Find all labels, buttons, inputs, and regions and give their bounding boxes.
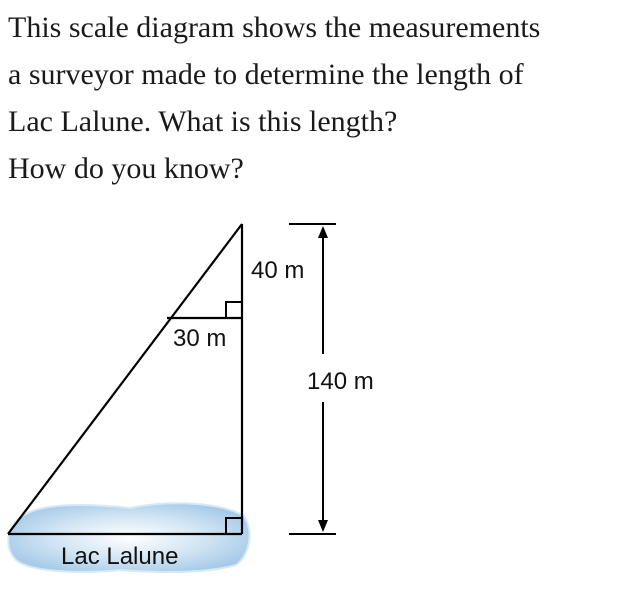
question-line-4: How do you know? [8, 152, 244, 185]
question-line-3: Lac Lalune. What is this length? [8, 105, 398, 138]
lake-label: Lac Lalune [61, 543, 179, 570]
question-line-2: a surveyor made to determine the length of [8, 58, 524, 91]
question-line-1: This scale diagram shows the measurements [8, 11, 541, 44]
arrow-down-icon [318, 520, 328, 532]
arrow-up-icon [318, 226, 328, 238]
small-base-label: 30 m [173, 325, 227, 352]
right-angle-marker-top [226, 302, 242, 318]
total-height-label: 140 m [307, 368, 374, 395]
hypotenuse-line [8, 224, 242, 534]
small-height-label: 40 m [251, 257, 305, 284]
